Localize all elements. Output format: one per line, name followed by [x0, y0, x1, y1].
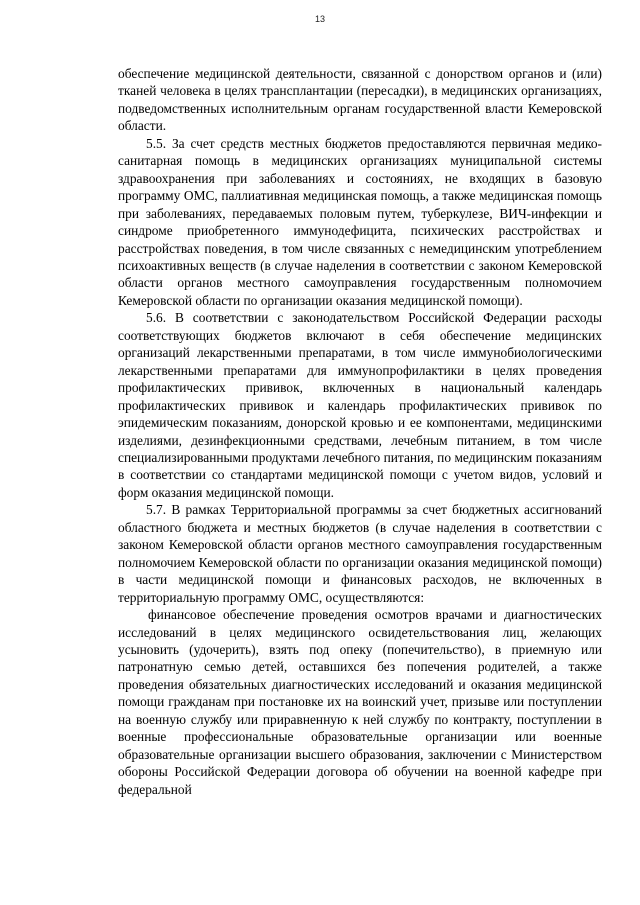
- paragraph-financing: финансовое обеспечение проведения осмотров врачами и диагностических исследований в целях медицинского освидетельствования лиц, желающих усыновить (удочерить), взять под опеку (попечительство), в приемную или патронатную семью детей, оставшихся без попечения родителей, а также проведения обязательных диагностических исследований и оказания медицинской помощи гражданам при постановке их на воинский учет, призыве или поступлении на военную службу или приравненную к ней службу по контракту, поступлении в военные профессиональные образовательные организации или военные образовательные организации высшего образования, заключении с Министерством обороны Российской Федерации договора об обучении на военной кафедре при федеральной: [118, 607, 602, 797]
- paragraph-continuation: обеспечение медицинской деятельности, связанной с донорством органов и (или) тканей человека в целях трансплантации (пересадки), в медицинских организациях, подведомственных исполнительным органам государственной власти Кемеровской области.: [118, 66, 602, 134]
- paragraph-5-6: 5.6. В соответствии с законодательством Российской Федерации расходы соответствующих бюджетов включают в себя обеспечение медицинских организаций лекарственными препаратами, в том числе иммунобиологическими лекарственными препаратами для иммунопрофилактики в целях проведения профилактических прививок, включенных в национальный календарь профилактических прививок и календарь профилактических прививок по эпидемическим показаниям, донорской кровью и ее компонентами, медицинскими изделиями, дезинфекционными средствами, лечебным питанием, в том числе специализированными продуктами лечебного питания, по медицинским показаниям в соответствии со стандартами медицинской помощи с учетом видов, условий и форм оказания медицинской помощи.: [118, 310, 602, 500]
- paragraph-5-7: 5.7. В рамках Территориальной программы за счет бюджетных ассигнований областного бюджета и местных бюджетов (в случае наделения в соответствии с законом Кемеровской области органов местного самоуправления государственным полномочием Кемеровской области по организации оказания медицинской помощи) в части медицинской помощи и финансовых расходов, не включенных в территориальную программу ОМС, осуществляются:: [118, 502, 602, 605]
- document-body: [118, 65, 602, 798]
- page-number: 13: [314, 14, 325, 24]
- paragraph-5-5: 5.5. За счет средств местных бюджетов предоставляются первичная медико-санитарная помощь в медицинских организациях муниципальной системы здравоохранения при заболеваниях и состояниях, не входящих в базовую программу ОМС, паллиативная медицинская помощь, а также медицинская помощь при заболеваниях, передаваемых половым путем, туберкулезе, ВИЧ-инфекции и синдроме приобретенного иммунодефицита, психических расстройствах и расстройствах поведения, в том числе связанных с немедицинским употреблением психоактивных веществ (в случае наделения в соответствии с законом Кемеровской области органов местного самоуправления государственным полномочием Кемеровской области по организации оказания медицинской помощи).: [118, 135, 602, 308]
